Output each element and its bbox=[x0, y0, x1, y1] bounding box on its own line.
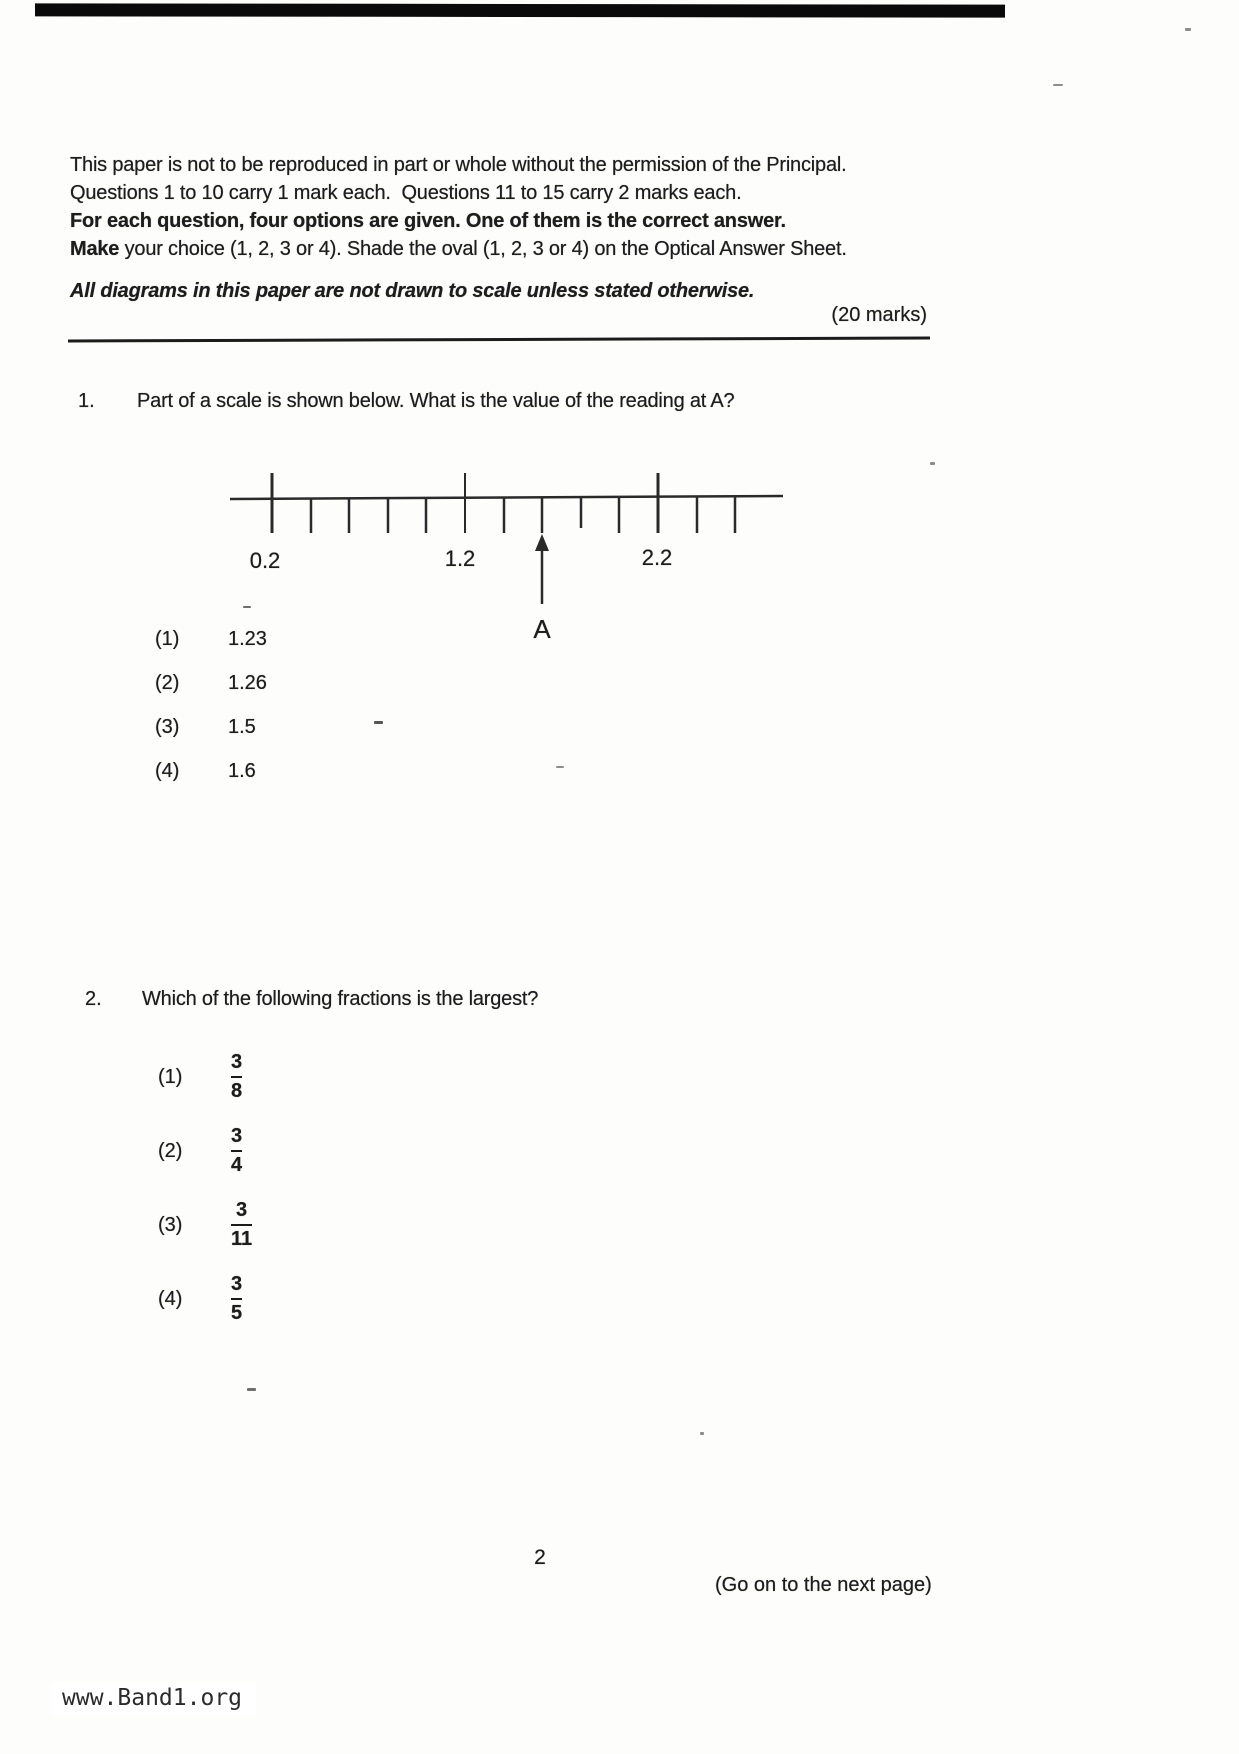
question2-text: Which of the following fractions is the largest? bbox=[142, 988, 539, 1010]
q2-option-4-fraction bbox=[231, 1273, 242, 1326]
q1-option-3-number: (3) bbox=[155, 716, 180, 738]
scan-artifact bbox=[556, 766, 564, 768]
q2-option-1 bbox=[158, 1046, 242, 1108]
arrow-label-A: A bbox=[533, 614, 551, 644]
header-choice-bold: Make bbox=[70, 238, 120, 260]
q1-option-1-value: 1.23 bbox=[228, 628, 267, 650]
header-marks-part1: Questions 1 to 10 carry 1 mark each. bbox=[70, 182, 391, 204]
scan-artifact bbox=[247, 1388, 256, 1391]
tick-label-1.2: 1.2 bbox=[444, 546, 476, 571]
fraction-bar bbox=[231, 1298, 242, 1301]
scan-artifact bbox=[930, 462, 935, 465]
header-copyright-line: This paper is not to be reproduced in part or whole without the permission of the Principal. bbox=[70, 154, 847, 176]
header-marks-part2: Questions 11 to 15 carry 2 marks each. bbox=[401, 182, 742, 204]
header-marks-line bbox=[70, 182, 741, 205]
q2-option-4-number: (4) bbox=[158, 1287, 183, 1310]
q1-option-1 bbox=[155, 628, 267, 651]
page-number: 2 bbox=[534, 1546, 546, 1569]
fraction-bar bbox=[231, 1150, 242, 1153]
q2-option-3-number: (3) bbox=[158, 1213, 183, 1236]
fraction-denominator: 4 bbox=[231, 1154, 243, 1177]
section-divider-line bbox=[68, 336, 930, 342]
q1-option-4 bbox=[155, 760, 256, 783]
q2-option-1-fraction bbox=[231, 1051, 242, 1104]
q2-option-2 bbox=[158, 1120, 242, 1182]
fraction-bar bbox=[231, 1076, 242, 1079]
continue-note: (Go on to the next page) bbox=[715, 1574, 932, 1596]
q2-option-4 bbox=[158, 1268, 242, 1330]
q1-option-1-number: (1) bbox=[155, 628, 180, 650]
q1-option-2-value: 1.26 bbox=[228, 672, 267, 694]
q2-option-3-fraction bbox=[231, 1199, 252, 1252]
q2-option-3 bbox=[158, 1194, 252, 1256]
header-choice-rest: your choice (1, 2, 3 or 4). Shade the oval (1, 2, 3 or 4) on the Optical Answer Sheet. bbox=[119, 238, 847, 260]
q2-option-1-number: (1) bbox=[158, 1065, 183, 1088]
q1-option-2 bbox=[155, 672, 267, 695]
q1-option-3 bbox=[155, 716, 256, 739]
fraction-denominator: 5 bbox=[231, 1302, 243, 1325]
q1-option-4-value: 1.6 bbox=[228, 760, 256, 782]
scan-artifact bbox=[374, 721, 383, 724]
scan-artifact bbox=[700, 1432, 704, 1435]
scale-baseline bbox=[230, 496, 783, 499]
header-options-line: For each question, four options are given. One of them is the correct answer. bbox=[70, 210, 786, 232]
tick-label-2.2: 2.2 bbox=[641, 545, 673, 570]
fraction-denominator: 11 bbox=[231, 1228, 253, 1251]
question1-text: Part of a scale is shown below. What is the value of the reading at A? bbox=[137, 390, 735, 412]
scan-artifact bbox=[1185, 28, 1191, 31]
fraction-denominator: 8 bbox=[231, 1080, 243, 1103]
q2-option-2-number: (2) bbox=[158, 1139, 183, 1162]
scan-artifact bbox=[243, 606, 251, 608]
fraction-numerator: 3 bbox=[231, 1124, 243, 1147]
total-marks: (20 marks) bbox=[831, 304, 927, 326]
scan-artifact bbox=[1053, 84, 1063, 86]
tick-label-0.2: 0.2 bbox=[249, 548, 281, 573]
q2-option-2-fraction bbox=[231, 1125, 242, 1178]
question2-number: 2. bbox=[85, 988, 102, 1010]
fraction-numerator: 3 bbox=[231, 1050, 243, 1073]
q1-option-3-value: 1.5 bbox=[228, 716, 256, 738]
scan-top-bar bbox=[35, 3, 1005, 17]
watermark-url: www.Band1.org bbox=[52, 1682, 256, 1715]
arrow-head-icon bbox=[535, 534, 549, 551]
q1-option-2-number: (2) bbox=[155, 672, 180, 694]
q1-option-4-number: (4) bbox=[155, 760, 180, 782]
fraction-bar bbox=[231, 1224, 252, 1227]
scale-diagram bbox=[218, 408, 798, 648]
question1-number: 1. bbox=[78, 390, 95, 412]
diagrams-note: All diagrams in this paper are not drawn to scale unless stated otherwise. bbox=[70, 280, 755, 302]
header-choice-line bbox=[70, 238, 847, 261]
fraction-numerator: 3 bbox=[231, 1272, 243, 1295]
fraction-numerator: 3 bbox=[236, 1198, 248, 1221]
